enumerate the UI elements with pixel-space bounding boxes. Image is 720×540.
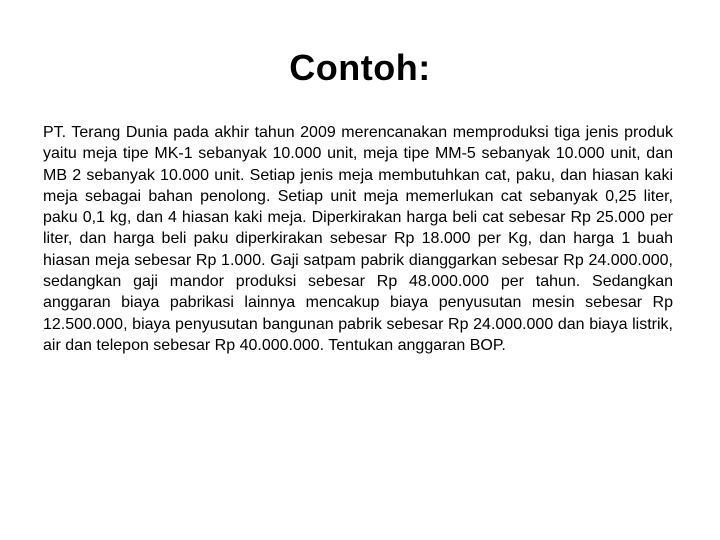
slide-title: Contoh:: [289, 47, 431, 88]
slide-body-text: PT. Terang Dunia pada akhir tahun 2009 merencanakan memproduksi tiga jenis produk yaitu meja tipe MK-1 sebanyak 10.000 unit, meja tipe MM-5 sebanyak 10.000 unit, dan MB 2 sebanyak 10.000 unit. Setiap jenis meja membutuhkan cat, paku, dan hiasan kaki meja sebagai bahan penolong. Setiap unit meja memerlukan cat sebanyak 0,25 liter, paku 0,1 kg, dan 4 hiasan kaki meja. Diperkirakan harga beli cat sebesar Rp 25.000 per liter, dan harga beli paku diperkirakan sebesar Rp 18.000 per Kg, dan harga 1 buah hiasan meja sebesar Rp 1.000. Gaji satpam pabrik dianggarkan sebesar Rp 24.000.000, sedangkan gaji mandor produksi sebesar Rp 48.000.000 per tahun. Sedangkan anggaran biaya pabrikasi lainnya mencakup biaya penyusutan mesin sebesar Rp 12.500.000, biaya penyusutan bangunan pabrik sebesar Rp 24.000.000 dan biaya listrik, air dan telepon sebesar Rp 40.000.000. Tentukan anggaran BOP.: [43, 124, 673, 354]
